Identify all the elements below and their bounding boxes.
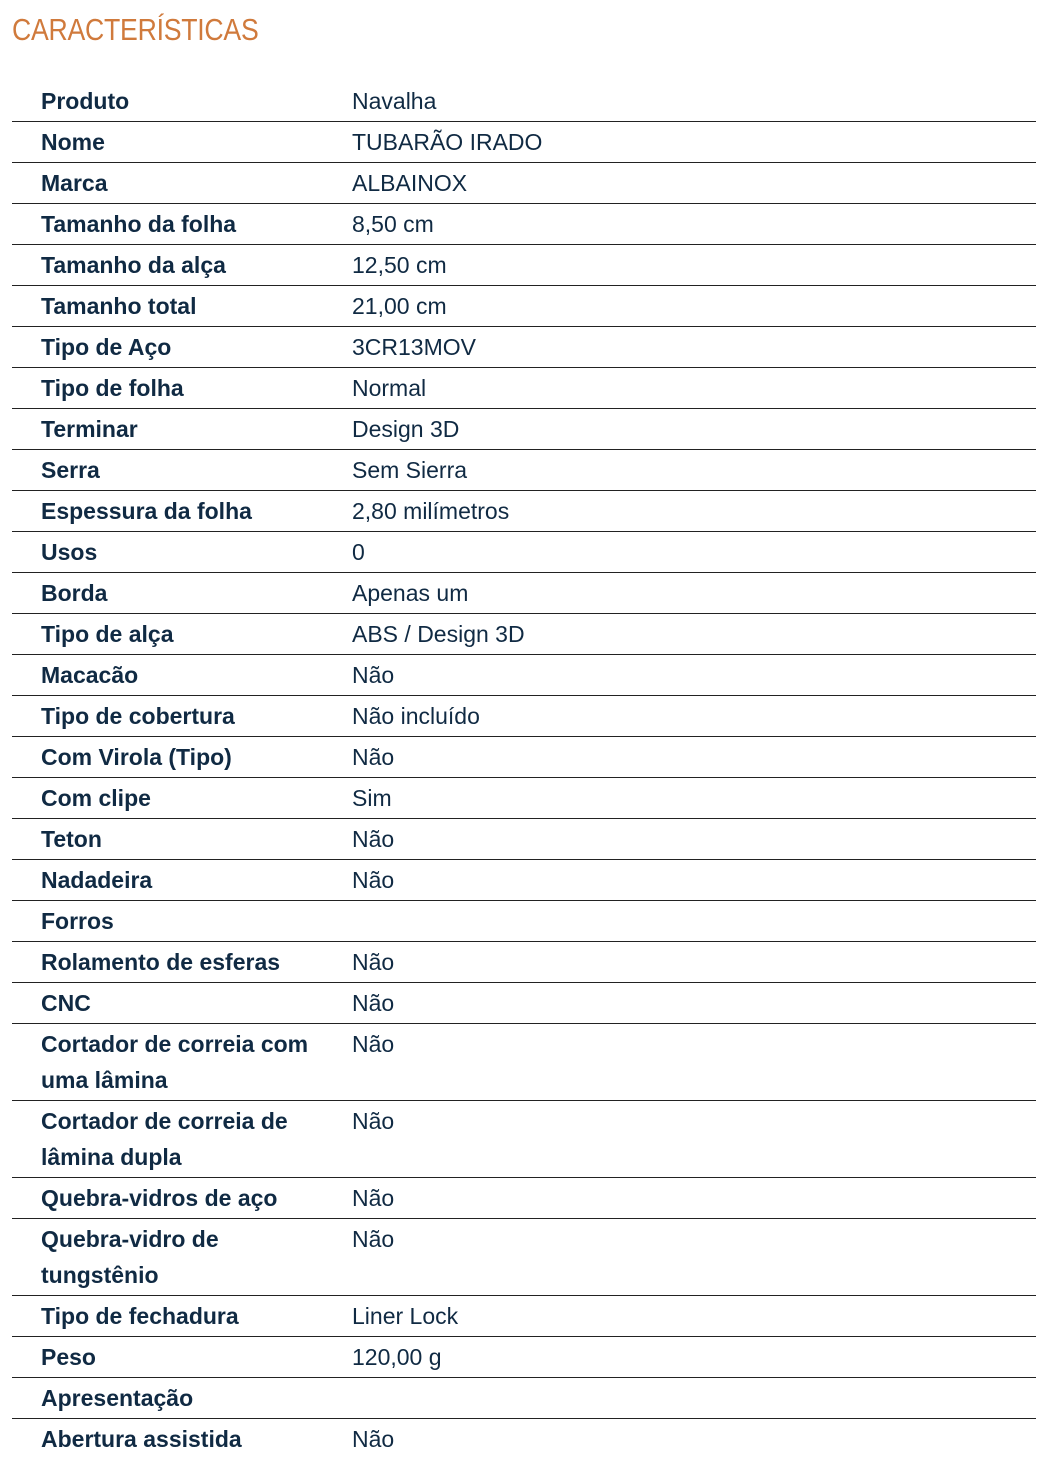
- spec-value: 12,50 cm: [352, 245, 1036, 286]
- spec-label: Espessura da folha: [12, 491, 352, 532]
- spec-value: 21,00 cm: [352, 286, 1036, 327]
- spec-row-rolamento-esferas: [12, 942, 1036, 983]
- spec-value: Apenas um: [352, 573, 1036, 614]
- spec-row-abertura-assistida: [12, 1419, 1036, 1459]
- spec-row-marca: [12, 163, 1036, 204]
- spec-value: Sem Sierra: [352, 450, 1036, 491]
- spec-row-tipo-folha: [12, 368, 1036, 409]
- spec-row-cortador-lamina-dupla: [12, 1101, 1036, 1178]
- spec-row-tamanho-total: [12, 286, 1036, 327]
- spec-value: Não: [352, 737, 1036, 778]
- spec-row-tipo-cobertura: [12, 696, 1036, 737]
- spec-label: Tamanho total: [12, 286, 352, 327]
- spec-value: Não: [352, 942, 1036, 983]
- spec-row-tipo-alca: [12, 614, 1036, 655]
- spec-label: Tipo de cobertura: [12, 696, 352, 737]
- spec-row-espessura-folha: [12, 491, 1036, 532]
- spec-label: Nadadeira: [12, 860, 352, 901]
- spec-label: Produto: [12, 81, 352, 122]
- spec-value: Normal: [352, 368, 1036, 409]
- spec-row-tipo-fechadura: [12, 1296, 1036, 1337]
- specifications-table: [12, 81, 1036, 1459]
- spec-value: Não: [352, 983, 1036, 1024]
- spec-value: Liner Lock: [352, 1296, 1036, 1337]
- spec-label: Apresentação: [12, 1378, 352, 1419]
- spec-value: Não: [352, 1178, 1036, 1219]
- spec-label: CNC: [12, 983, 352, 1024]
- spec-label: Com Virola (Tipo): [12, 737, 352, 778]
- spec-row-produto: [12, 81, 1036, 122]
- spec-value: [352, 901, 1036, 942]
- spec-value: ALBAINOX: [352, 163, 1036, 204]
- spec-value: TUBARÃO IRADO: [352, 122, 1036, 163]
- spec-row-quebra-vidros-aco: [12, 1178, 1036, 1219]
- spec-row-tipo-aco: [12, 327, 1036, 368]
- spec-row-serra: [12, 450, 1036, 491]
- spec-value: Não: [352, 1024, 1036, 1101]
- spec-row-usos: [12, 532, 1036, 573]
- spec-label: Tamanho da folha: [12, 204, 352, 245]
- spec-label: Terminar: [12, 409, 352, 450]
- spec-label: Serra: [12, 450, 352, 491]
- spec-label: Borda: [12, 573, 352, 614]
- spec-row-apresentacao: [12, 1378, 1036, 1419]
- spec-row-forros: [12, 901, 1036, 942]
- spec-value: Design 3D: [352, 409, 1036, 450]
- spec-row-teton: [12, 819, 1036, 860]
- spec-value: 8,50 cm: [352, 204, 1036, 245]
- spec-value: Não: [352, 1219, 1036, 1296]
- specifications-table-body: [12, 81, 1036, 1459]
- spec-row-com-clipe: [12, 778, 1036, 819]
- spec-label: Quebra-vidro de tungstênio: [12, 1219, 352, 1296]
- spec-label: Teton: [12, 819, 352, 860]
- spec-row-tamanho-folha: [12, 204, 1036, 245]
- spec-label: Usos: [12, 532, 352, 573]
- spec-value: Não: [352, 1419, 1036, 1459]
- spec-value: Sim: [352, 778, 1036, 819]
- spec-row-cnc: [12, 983, 1036, 1024]
- spec-label: Macacão: [12, 655, 352, 696]
- spec-value: ABS / Design 3D: [352, 614, 1036, 655]
- spec-row-nadadeira: [12, 860, 1036, 901]
- spec-label: Cortador de correia de lâmina dupla: [12, 1101, 352, 1178]
- spec-row-tamanho-alca: [12, 245, 1036, 286]
- spec-row-borda: [12, 573, 1036, 614]
- spec-label: Marca: [12, 163, 352, 204]
- spec-value: 0: [352, 532, 1036, 573]
- spec-label: Tamanho da alça: [12, 245, 352, 286]
- spec-value: [352, 1378, 1036, 1419]
- spec-value: Navalha: [352, 81, 1036, 122]
- spec-value: 120,00 g: [352, 1337, 1036, 1378]
- spec-value: Não: [352, 860, 1036, 901]
- spec-label: Abertura assistida: [12, 1419, 352, 1459]
- spec-value: Não: [352, 819, 1036, 860]
- spec-label: Forros: [12, 901, 352, 942]
- spec-label: Cortador de correia com uma lâmina: [12, 1024, 352, 1101]
- spec-label: Peso: [12, 1337, 352, 1378]
- spec-label: Quebra-vidros de aço: [12, 1178, 352, 1219]
- spec-label: Tipo de Aço: [12, 327, 352, 368]
- spec-label: Com clipe: [12, 778, 352, 819]
- spec-label: Nome: [12, 122, 352, 163]
- spec-row-quebra-vidro-tungstenio: [12, 1219, 1036, 1296]
- spec-label: Tipo de fechadura: [12, 1296, 352, 1337]
- spec-value: Não: [352, 1101, 1036, 1178]
- spec-label: Tipo de alça: [12, 614, 352, 655]
- spec-value: Não incluído: [352, 696, 1036, 737]
- spec-row-peso: [12, 1337, 1036, 1378]
- section-title: CARACTERÍSTICAS: [12, 10, 258, 50]
- spec-row-cortador-uma-lamina: [12, 1024, 1036, 1101]
- spec-value: 3CR13MOV: [352, 327, 1036, 368]
- spec-row-terminar: [12, 409, 1036, 450]
- spec-row-nome: [12, 122, 1036, 163]
- spec-row-macacao: [12, 655, 1036, 696]
- spec-label: Tipo de folha: [12, 368, 352, 409]
- spec-value: Não: [352, 655, 1036, 696]
- spec-row-com-virola: [12, 737, 1036, 778]
- spec-value: 2,80 milímetros: [352, 491, 1036, 532]
- spec-label: Rolamento de esferas: [12, 942, 352, 983]
